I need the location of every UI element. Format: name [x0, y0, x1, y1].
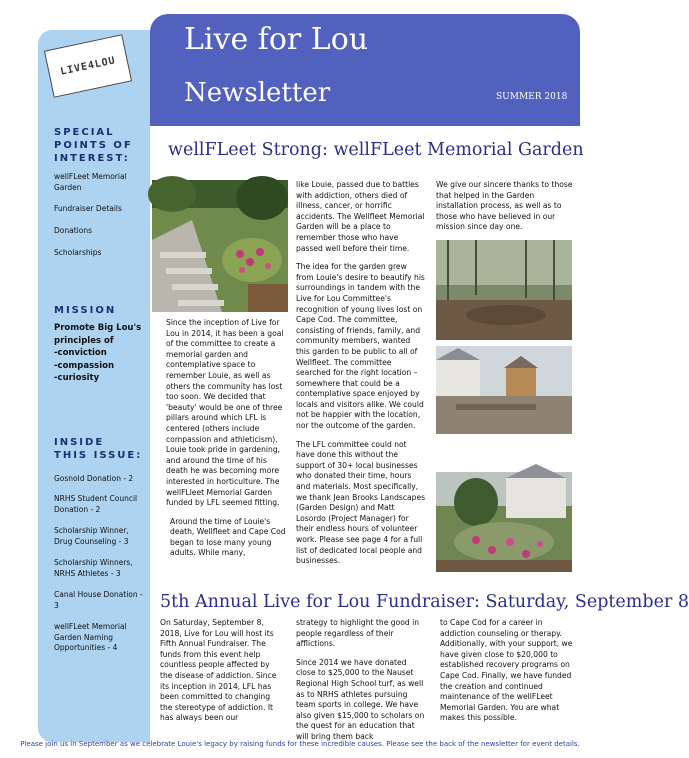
article1-paragraph: Around the time of Louie's death, Wellfleet and Cape Cod began to lose many young adults. While many,: [170, 516, 286, 558]
article2-paragraph: strategy to highlight the good in people regardless of their afflictions.: [296, 618, 420, 649]
mission-heading: MISSION: [54, 305, 117, 316]
garden-construction-photo: [436, 240, 572, 340]
mission-line: -conviction: [54, 348, 107, 358]
article1-paragraph: Since the inception of Live for Lou in 2014, it has been a goal of the committee to create a memorial garden and contemplative space to remember Louie, as well as others the community has lost too soon. We decided that 'beauty' would be one of three pillars around which LFL is centered (others include compassion and athleticism). Louie took pride in gardening, and around the time of his death he was becoming more interested in horticulture. The wellFLleet Memorial Garden funded by LFL seemed fitting.: [166, 318, 284, 508]
special-point-item: wellFLeet Memorial Garden: [54, 172, 127, 192]
toc-item[interactable]: wellFLeet Memorial Garden Naming Opportunities - 4: [54, 622, 127, 652]
special-point-item: Donations: [54, 226, 92, 235]
special-points-heading: [54, 126, 133, 165]
mission-text: [54, 322, 146, 385]
article1-column2: [296, 180, 426, 575]
special-points-heading-line: POINTS OF: [54, 140, 133, 151]
article1-paragraph: The idea for the garden grew from Louie's desire to beautify his surroundings in tandem with the Live for Lou Committee's recognition of young lives lost on Cape Cod. The committee, consisting of friends, family, and community members, wanted this garden to be public to all of Wellfleet. The committee searched for the right location – somewhere that could be a contemplative space enjoyed by locals and visitors alike. We could not be happier with the location, nor the outcome of the garden.: [296, 262, 425, 431]
garden-steps-photo: [152, 180, 288, 312]
special-points-heading-line: SPECIAL: [54, 127, 115, 138]
toc-item[interactable]: Scholarship Winner, Drug Counseling - 3: [54, 526, 129, 546]
mission-line: Promote Big Lou's principles of: [54, 323, 142, 346]
special-point-item: Fundraiser Details: [54, 204, 122, 213]
article1-paragraph: like Louie, passed due to battles with addiction, others died of illness, cancer, or horrific accidents. The Wellfleet Memorial Garden will be a place to remember those who have passed well before their time.: [296, 180, 425, 253]
mission-line: -curiosity: [54, 373, 100, 383]
inside-issue-heading-line: THIS ISSUE:: [54, 450, 143, 461]
mission-line: -compassion: [54, 360, 115, 371]
article2-paragraph: Since 2014 we have donated close to $25,000 to the Nauset Regional High School turf, as well as to NRHS athletes pursuing team sports in college. We have also given $15,000 to scholars on the quest for an education that will bring them back: [296, 657, 425, 741]
footer-note: Please join us in September as we celebrate Louie's legacy by raising funds for these incredible causes. Please see the back of the newsletter for event details.: [20, 740, 580, 748]
article2-column3: [440, 618, 578, 732]
toc-item[interactable]: Gosnold Donation - 2: [54, 474, 134, 483]
finished-garden-photo: [436, 472, 572, 572]
article1-column3: [436, 180, 576, 241]
newsletter-title: Live for Lou: [184, 22, 369, 57]
inside-issue-heading: [54, 436, 142, 462]
special-point-item: Scholarships: [54, 248, 102, 257]
toc-item[interactable]: NRHS Student Council Donation - 2: [54, 494, 138, 514]
newsletter-subtitle: Newsletter: [184, 78, 331, 108]
special-points-heading-line: INTEREST:: [54, 153, 130, 164]
inside-issue-heading-line: INSIDE: [54, 437, 105, 448]
article1-paragraph: The LFL committee could not have done this without the support of 30+ local businesses who donated their time, hours and materials. Most specifically, we thank Jean Brooks Landscapes (Garden Design) and Matt Losordo (Project Manager) for their endless hours of volunteer work. Please see page 4 for a full list of dedicated local people and businesses.: [296, 439, 426, 566]
article1-paragraph: We give our sincere thanks to those that helped in the Garden installation process, as well as to those who have believed in our mission since day one.: [436, 180, 573, 232]
logo-text: LIVE4LOU: [59, 54, 117, 78]
article2-column2: [296, 618, 426, 751]
toc-item[interactable]: Scholarship Winners, NRHS Athletes - 3: [54, 558, 133, 578]
article1-column1: [166, 318, 288, 567]
article2-column1: [160, 618, 284, 732]
toc-item[interactable]: Canal House Donation - 3: [54, 590, 143, 610]
issue-season: SUMMER 2018: [496, 92, 568, 102]
article2-paragraph: On Saturday, September 8, 2018, Live for Lou will host its Fifth Annual Fundraiser. The funds from this event help countless people affected by the disease of addiction. Since its inception in 2014, LFL has been committed to changing the stereotype of addiction. It has always been our: [160, 618, 277, 723]
article-title-garden: wellFLeet Strong: wellFLeet Memorial Garden: [168, 140, 584, 160]
article2-paragraph: to Cape Cod for a career in addiction counseling or therapy. Additionally, with your support, we have given close to $20,000 to established recovery programs on Cape Cod. Finally, we have funded the creation and continued maintenance of the wellFLeet Memorial Garden. You are what makes this possible.: [440, 618, 573, 723]
garden-shed-photo: [436, 346, 572, 434]
article-title-fundraiser: 5th Annual Live for Lou Fundraiser: Saturday, September 8: [160, 592, 689, 612]
